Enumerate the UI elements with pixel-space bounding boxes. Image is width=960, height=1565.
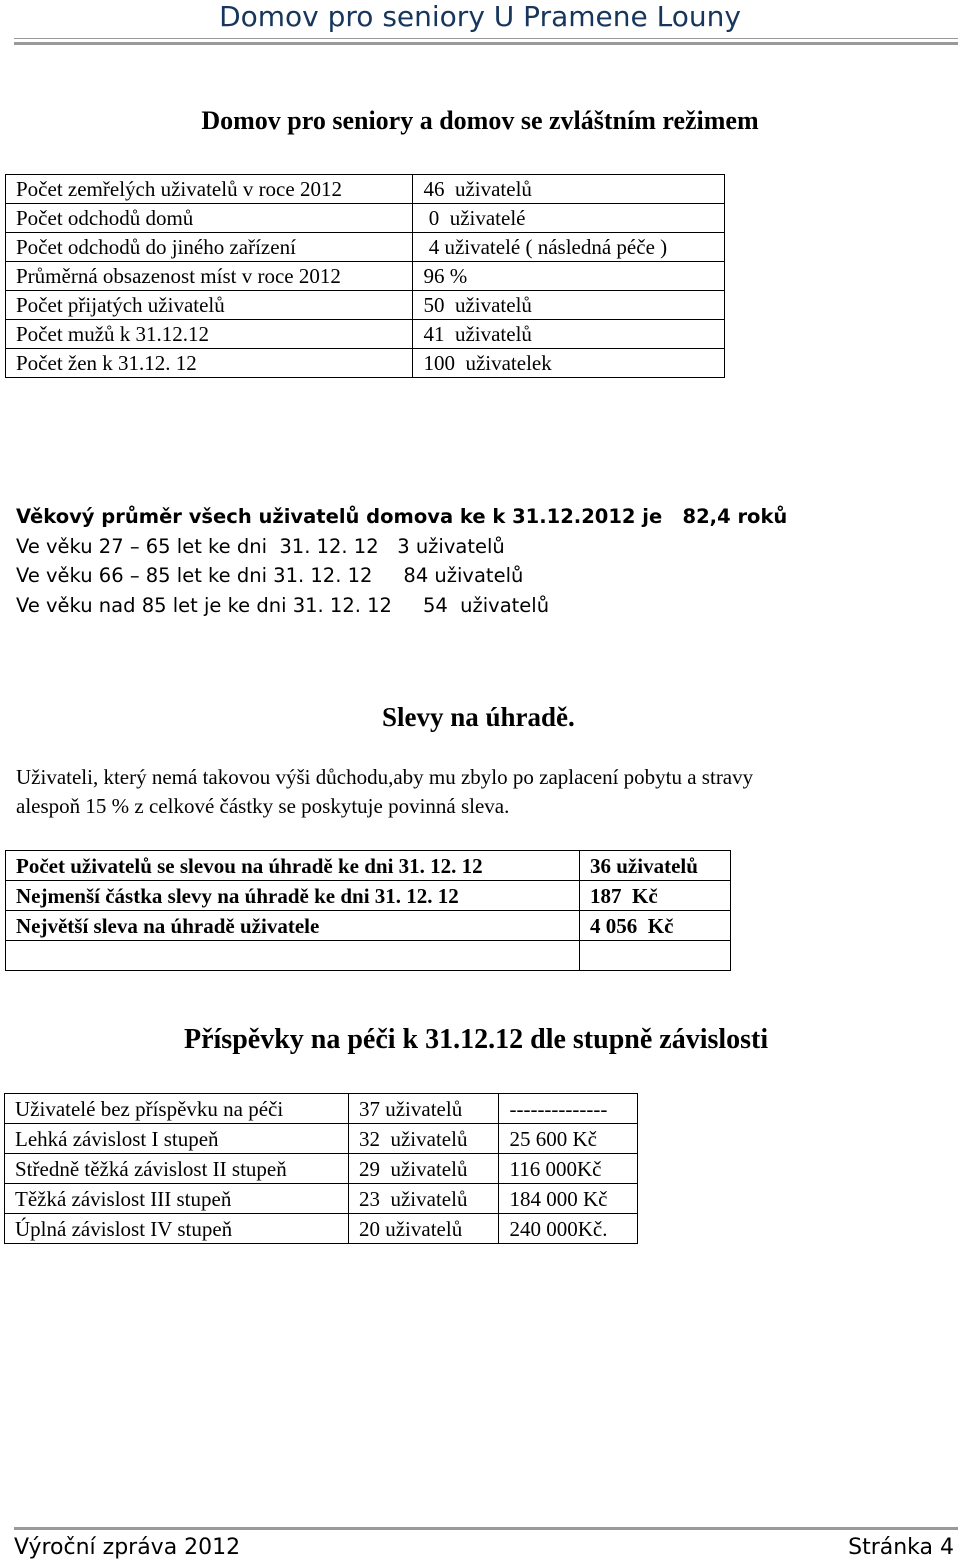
care-count: 20 uživatelů [348, 1214, 498, 1244]
table-row [6, 204, 725, 233]
table-row [5, 1184, 638, 1214]
discount-label: Největší sleva na úhradě uživatele [6, 911, 580, 941]
care-level: Uživatelé bez příspěvku na péči [5, 1094, 349, 1124]
page-header-title: Domov pro seniory U Pramene Louny [219, 0, 741, 33]
header-divider-thick [14, 42, 958, 45]
stat-label: Počet odchodů do jiného zařízení [6, 233, 413, 262]
age-group-line: Ve věku nad 85 let je ke dni 31. 12. 12 54 uživatelů [16, 593, 550, 617]
stats-table [5, 174, 725, 378]
table-row [6, 175, 725, 204]
table-row [5, 1154, 638, 1184]
paragraph-line: Uživateli, který nemá takovou výši důchodu,aby mu zbylo po zaplacení pobytu a stravy [16, 765, 754, 789]
discounts-heading: Slevy na úhradě. [382, 702, 575, 732]
table-row [5, 1094, 638, 1124]
stat-value: 41 uživatelů [413, 320, 725, 349]
care-level: Lehká závislost I stupeň [5, 1124, 349, 1154]
footer-report-title: Výroční zpráva 2012 [14, 1535, 241, 1560]
footer-page-number: Stránka 4 [848, 1535, 954, 1560]
discount-value: 36 uživatelů [580, 851, 731, 881]
stat-label: Průměrná obsazenost míst v roce 2012 [6, 262, 413, 291]
table-row [5, 1124, 638, 1154]
table-row [6, 911, 731, 941]
table-row [6, 349, 725, 378]
care-level: Úplná závislost IV stupeň [5, 1214, 349, 1244]
table-row [6, 320, 725, 349]
care-table [4, 1093, 638, 1244]
care-level: Středně těžká závislost II stupeň [5, 1154, 349, 1184]
care-count: 29 uživatelů [348, 1154, 498, 1184]
care-level: Těžká závislost III stupeň [5, 1184, 349, 1214]
table-row [6, 851, 731, 881]
discounts-paragraph [16, 763, 916, 821]
stat-label: Počet mužů k 31.12.12 [6, 320, 413, 349]
care-amount: -------------- [499, 1094, 638, 1124]
age-group-line: Ve věku 66 – 85 let ke dni 31. 12. 12 84 uživatelů [16, 564, 524, 587]
table-row [6, 291, 725, 320]
care-amount: 116 000Kč [499, 1154, 638, 1184]
age-average-line: Věkový průměr všech uživatelů domova ke k 31.12.2012 je 82,4 roků [16, 505, 788, 528]
stat-value: 96 % [413, 262, 725, 291]
stat-value: 0 uživatelé [413, 204, 725, 233]
stat-label: Počet žen k 31.12. 12 [6, 349, 413, 378]
care-count: 32 uživatelů [348, 1124, 498, 1154]
table-row [6, 233, 725, 262]
table-row [6, 262, 725, 291]
stat-label: Počet odchodů domů [6, 204, 413, 233]
care-amount: 240 000Kč. [499, 1214, 638, 1244]
table-row [6, 941, 731, 971]
stat-value: 50 uživatelů [413, 291, 725, 320]
care-amount: 25 600 Kč [499, 1124, 638, 1154]
discount-value: 187 Kč [580, 881, 731, 911]
paragraph-line: alespoň 15 % z celkové částky se poskytuje povinná sleva. [16, 794, 510, 818]
age-group-line: Ve věku 27 – 65 let ke dni 31. 12. 12 3 uživatelů [16, 534, 505, 558]
care-amount: 184 000 Kč [499, 1184, 638, 1214]
stat-label: Počet zemřelých uživatelů v roce 2012 [6, 175, 413, 204]
stat-value: 46 uživatelů [413, 175, 725, 204]
discounts-table [5, 850, 731, 971]
stat-value: 4 uživatelé ( následná péče ) [413, 233, 725, 262]
age-section [16, 502, 787, 620]
care-count: 23 uživatelů [348, 1184, 498, 1214]
discount-value [580, 941, 731, 971]
stat-value: 100 uživatelek [413, 349, 725, 378]
stat-label: Počet přijatých uživatelů [6, 291, 413, 320]
discount-label: Počet uživatelů se slevou na úhradě ke dni 31. 12. 12 [6, 851, 580, 881]
table-row [6, 881, 731, 911]
footer-divider [14, 1527, 958, 1530]
main-heading: Domov pro seniory a domov se zvláštním režimem [201, 106, 759, 135]
care-heading: Příspěvky na péči k 31.12.12 dle stupně závislosti [184, 1024, 769, 1055]
discount-value: 4 056 Kč [580, 911, 731, 941]
table-row [5, 1214, 638, 1244]
care-count: 37 uživatelů [348, 1094, 498, 1124]
discount-label: Nejmenší částka slevy na úhradě ke dni 31. 12. 12 [6, 881, 580, 911]
header-divider [14, 38, 958, 39]
discount-label [6, 941, 580, 971]
